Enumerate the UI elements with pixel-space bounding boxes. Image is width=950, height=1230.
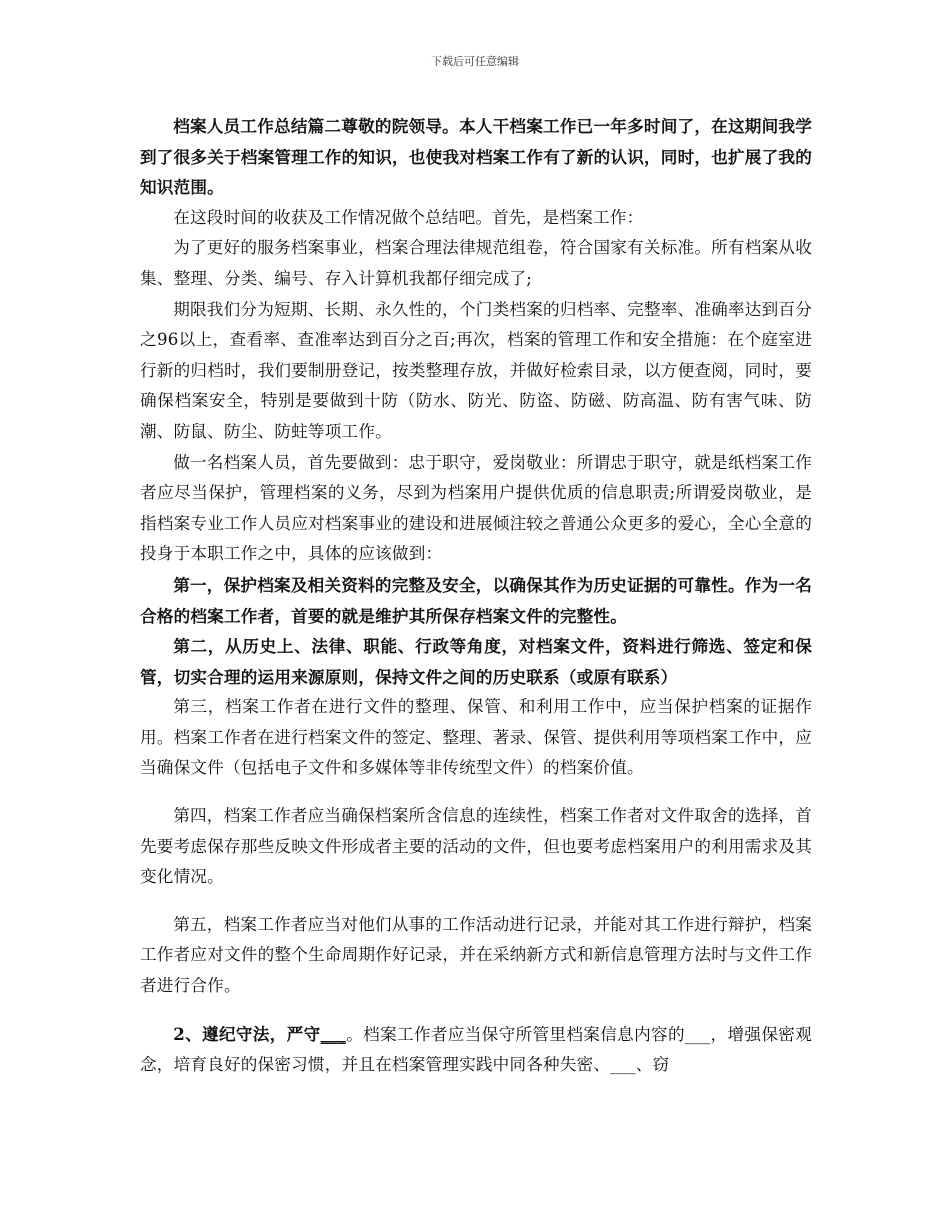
paragraph-second-point: 第二，从历史上、法律、职能、行政等角度，对档案文件，资料进行筛选、签定和保管，切实合理的运用来源原则，保持文件之间的历史联系（或原有联系）: [140, 636, 812, 687]
paragraph-retention-period: 期限我们分为短期、长期、永久性的，个门类档案的归档率、完整率、准确率达到百分之96以上，查看率、查准率达到百分之百;再次，档案的管理工作和安全措施：在个庭室进行新的归档时，我们要制册登记，按类整理存放，并做好检索目录，以方便查阅，同时，要确保档案安全，特别是要做到十防（防水、防光、防盗、防磁、防高温、防有害气味、防潮、防鼠、防尘、防蛀等项工作。: [140, 299, 812, 441]
paragraph-first-point: 第一，保护档案及相关资料的完整及安全，以确保其作为历史证据的可靠性。作为一名合格的档案工作者，首要的就是维护其所保存档案文件的完整性。: [140, 574, 812, 626]
document-body: [140, 111, 812, 1081]
paragraph-duties: 做一名档案人员，首先要做到：忠于职守，爱岗敬业：所谓忠于职守，就是纸档案工作者应尽当保护，管理档案的义务，尽到为档案用户提供优质的信息职责;所谓爱岗敬业，是指档案专业工作人员应对档案事业的建设和进展倾注较之普通公众更多的爱心，全心全意的投身于本职工作之中，具体的应该做到：: [140, 452, 812, 564]
paragraph-fifth-point: 第五，档案工作者应当对他们从事的工作活动进行记录，并能对其工作进行辩护，档案工作者应对文件的整个生命周期作好记录，并在采纳新方式和新信息管理方法时与文件工作者进行合作。: [140, 914, 812, 996]
paragraph-archive-standards: 为了更好的服务档案事业，档案合理法律规范组卷，符合国家有关标准。所有档案从收集、整理、分类、编号、存入计算机我都仔细完成了;: [140, 238, 812, 288]
paragraph-third-point: 第三，档案工作者在进行文件的整理、保管、和利用工作中，应当保护档案的证据作用。档案工作者在进行档案文件的签定、整理、著录、保管、提供利用等项档案工作中，应当确保文件（包括电子文件和多媒体等非传统型文件）的档案价值。: [140, 697, 812, 778]
paragraph-fourth-point: 第四，档案工作者应当确保档案所含信息的连续性，档案工作者对文件取舍的选择，首先要考虑保存那些反映文件形成者主要的活动的文件，但也要考虑档案用户的利用需求及其变化情况。: [140, 806, 812, 887]
confidentiality-blank: ___: [320, 1023, 347, 1044]
page-header: 下载后可任意编辑: [431, 55, 519, 68]
paragraph-confidentiality: [140, 1019, 812, 1081]
paragraph-intro: 档案人员工作总结篇二尊敬的院领导。本人干档案工作已一年多时间了，在这期间我学到了很多关于档案管理工作的知识，也使我对档案工作有了新的认识，同时，也扩展了我的知识范围。: [140, 116, 812, 198]
paragraph-summary: 在这段时间的收获及工作情况做个总结吧。首先，是档案工作：: [173, 207, 644, 227]
confidentiality-text: 。档案工作者应当保守所管里档案信息内容的___，增强保密观念，培育良好的保密习惯，并且在档案管理实践中同各种失密、___、窃: [140, 1024, 812, 1075]
confidentiality-heading: 2、遵纪守法，严守: [173, 1023, 321, 1044]
